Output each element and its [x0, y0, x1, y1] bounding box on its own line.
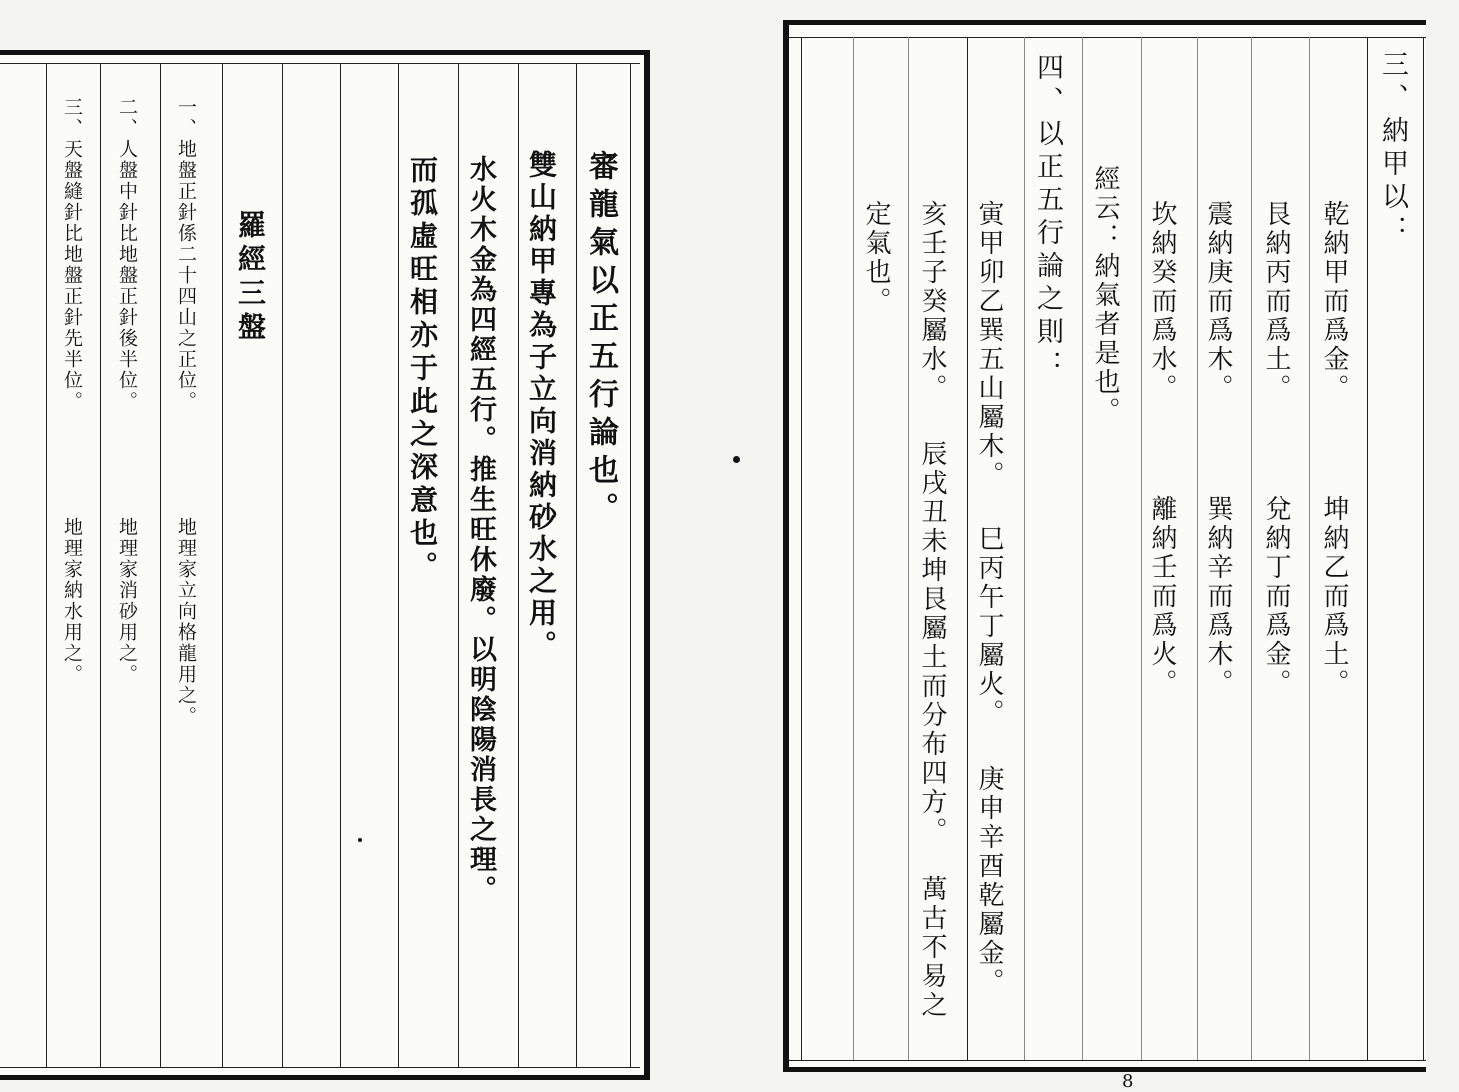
bottom-rule — [0, 1067, 640, 1068]
ink-speck — [358, 838, 362, 842]
column-rule — [967, 37, 968, 1060]
text-column: 二、人盤中針比地盤正針後半位。 — [116, 97, 138, 412]
text-column: 經云：納氣者是也。 — [1090, 165, 1120, 426]
top-rule — [0, 63, 640, 64]
top-rule — [789, 37, 1426, 38]
column-rule — [630, 63, 631, 1068]
bottom-rule — [789, 1060, 1426, 1061]
column-rule — [1423, 37, 1424, 1060]
column-rule — [160, 63, 161, 1068]
column-rule — [853, 37, 854, 1060]
text-column: 雙山納甲專為子立向消納砂水之用。 — [525, 150, 558, 662]
text-column-sub: 庚申辛酉乾屬金。 — [974, 765, 1004, 997]
column-rule — [398, 63, 399, 1068]
left-page — [0, 50, 650, 1080]
column-rule — [1251, 37, 1252, 1060]
column-rule — [576, 63, 577, 1068]
text-column-sub: 巳丙午丁屬火。 — [974, 525, 1004, 728]
text-column: 亥壬子癸屬水。 — [917, 200, 947, 403]
column-rule — [1024, 37, 1025, 1060]
text-column: 一、地盤正針係二十四山之正位。 — [175, 97, 197, 412]
text-column: 震納庚而爲木。 — [1203, 200, 1233, 403]
text-column: 定氣也。 — [861, 200, 891, 316]
column-rule — [46, 63, 47, 1068]
text-column-sub: 地理家消砂用之。 — [116, 517, 138, 685]
text-column-sub: 地理家納水用之。 — [61, 517, 83, 685]
section-heading: 三、納甲以： — [1377, 50, 1408, 248]
ink-speck — [733, 456, 740, 463]
text-column-sub: 辰戌丑未坤艮屬土而分布四方。 — [917, 440, 947, 846]
column-rule — [340, 63, 341, 1068]
text-column: 寅甲卯乙巽五山屬木。 — [974, 200, 1004, 490]
text-column-sub: 兌納丁而爲金。 — [1261, 495, 1291, 698]
column-rule — [1197, 37, 1198, 1060]
column-rule — [1367, 37, 1368, 1060]
text-column: 坎納癸而爲水。 — [1147, 200, 1177, 403]
text-column-sub: 地理家立向格龍用之。 — [175, 517, 197, 727]
section-heading: 羅經三盤 — [234, 210, 267, 346]
column-rule — [1141, 37, 1142, 1060]
column-rule — [282, 63, 283, 1068]
column-rule — [801, 37, 802, 1060]
section-heading: 四、以正五行論之則： — [1032, 53, 1063, 383]
column-rule — [100, 63, 101, 1068]
text-column: 水火木金為四經五行。推生旺休廢。以明陰陽消長之理。 — [465, 155, 496, 905]
column-rule — [1082, 37, 1083, 1060]
text-column-sub: 巽納辛而爲木。 — [1203, 495, 1233, 698]
column-rule — [222, 63, 223, 1068]
text-column: 乾納甲而爲金。 — [1319, 200, 1349, 403]
column-rule — [518, 63, 519, 1068]
text-column: 審龍氣以正五行論也。 — [583, 150, 618, 530]
text-column-sub: 萬古不易之 — [917, 875, 947, 1020]
column-rule — [908, 37, 909, 1060]
page-number: 8 — [1122, 1071, 1134, 1092]
column-rule — [1309, 37, 1310, 1060]
column-rule — [458, 63, 459, 1068]
text-column-sub: 坤納乙而爲土。 — [1319, 495, 1349, 698]
right-page — [783, 20, 1426, 1072]
text-column: 艮納丙而爲土。 — [1261, 200, 1291, 403]
text-column: 三、天盤縫針比地盤正針先半位。 — [61, 97, 83, 412]
text-column: 而孤虛旺相亦于此之深意也。 — [406, 155, 439, 584]
text-column-sub: 離納壬而爲火。 — [1147, 495, 1177, 698]
